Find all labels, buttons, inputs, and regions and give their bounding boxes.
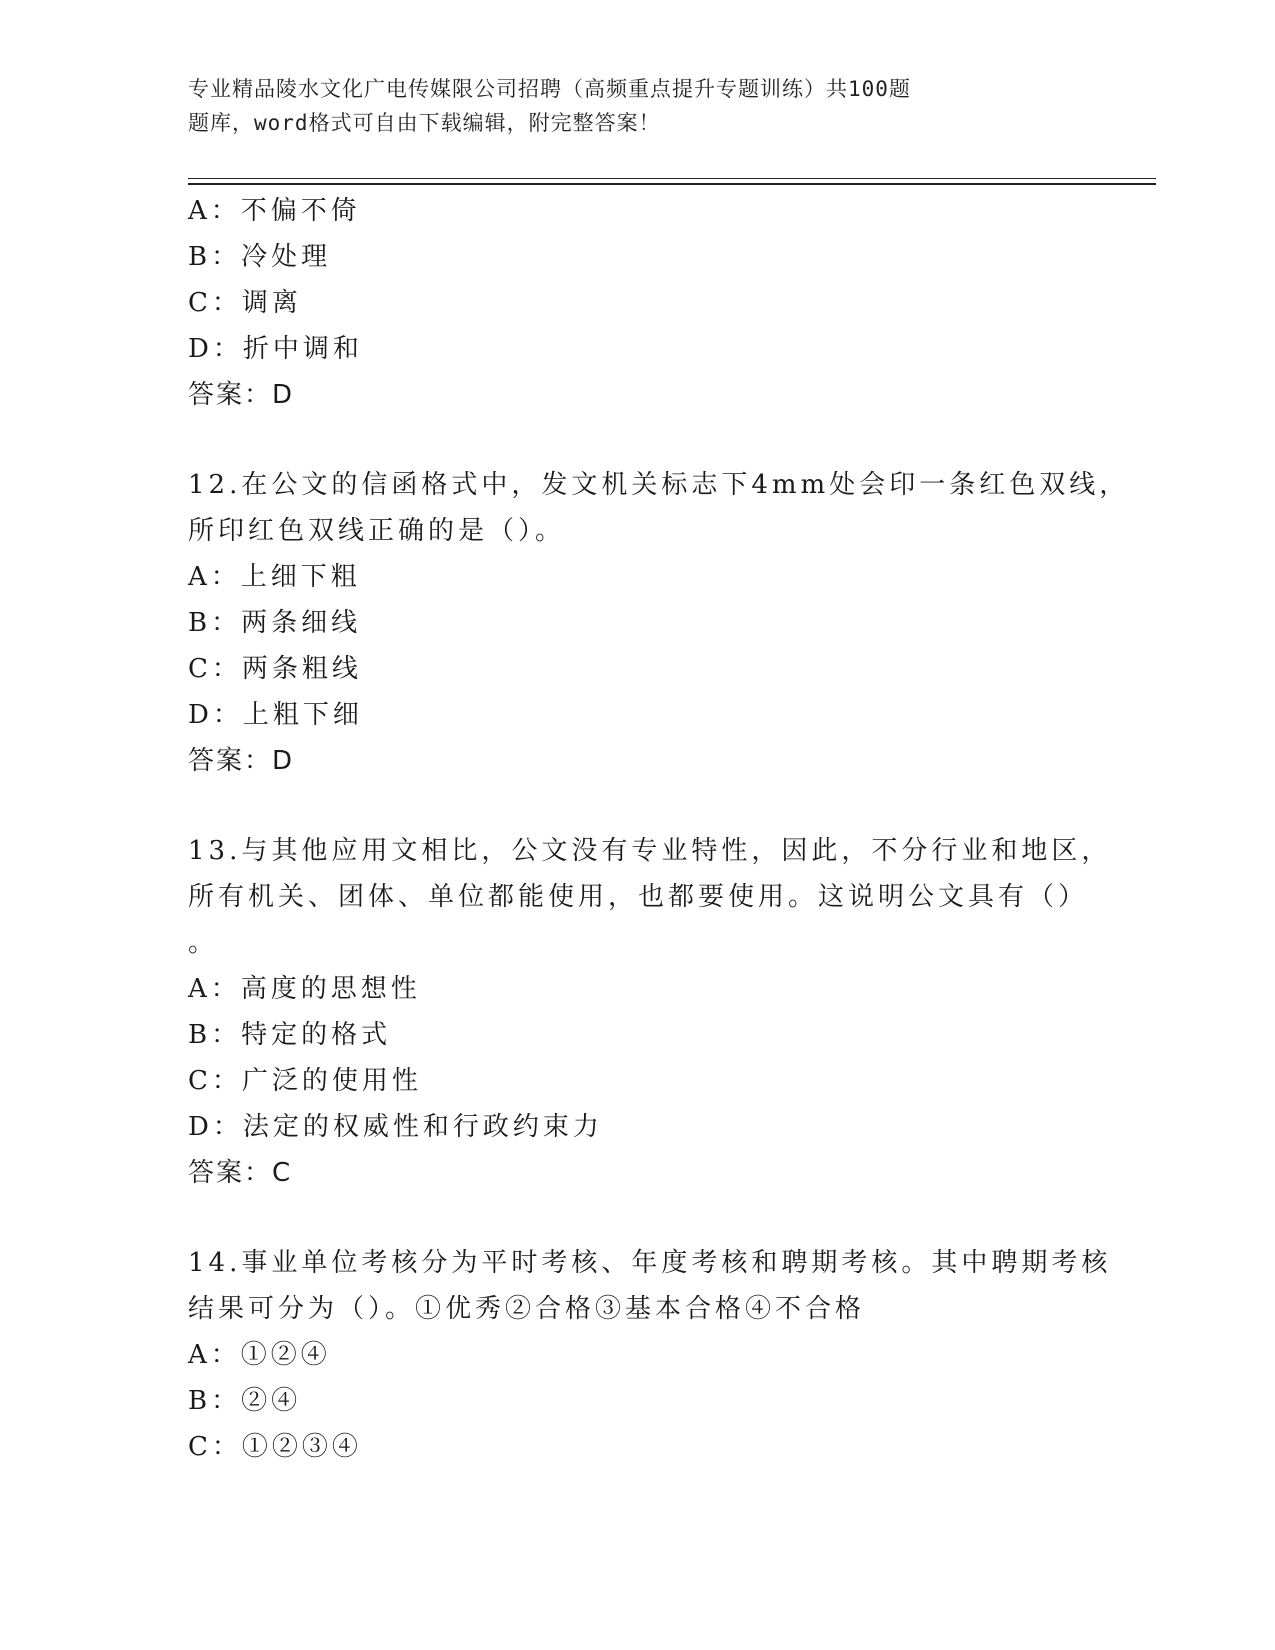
option-c: C：①②③④	[188, 1432, 362, 1462]
question-stem-line: 12.在公文的信函格式中，发文机关标志下4mm处会印一条红色双线，	[188, 470, 1130, 500]
question-12	[188, 462, 1130, 784]
question-13	[188, 828, 1112, 1196]
option-c: C：调离	[188, 288, 302, 318]
question-stem-line: 所印红色双线正确的是（）。	[188, 516, 566, 546]
option-d: D：法定的权威性和行政约束力	[188, 1112, 603, 1142]
question-stem-line: 。	[188, 928, 219, 958]
option-d: D：上粗下细	[188, 700, 363, 730]
option-c: C：广泛的使用性	[188, 1066, 422, 1096]
question-spacer	[188, 1196, 1088, 1240]
option-b: B：特定的格式	[188, 1020, 392, 1050]
option-b: B：两条细线	[188, 608, 362, 638]
question-spacer	[188, 784, 1088, 828]
question-spacer	[188, 418, 1088, 462]
option-a: A：①②④	[188, 1340, 331, 1370]
option-a: A：不偏不倚	[188, 196, 361, 226]
option-a: A：上细下粗	[188, 562, 361, 592]
option-b: B：冷处理	[188, 242, 332, 272]
option-c: C：两条粗线	[188, 654, 362, 684]
header-divider-thick	[188, 183, 1156, 185]
option-b: B：②④	[188, 1386, 302, 1416]
header-title-line-2: 题库，word格式可自由下载编辑，附完整答案！	[188, 111, 661, 135]
question-content	[188, 188, 1130, 1470]
answer-line: 答案：C	[188, 1158, 293, 1188]
question-stem-line: 14.事业单位考核分为平时考核、年度考核和聘期考核。其中聘期考核	[188, 1248, 1112, 1278]
answer-line: 答案：D	[188, 746, 295, 776]
option-d: D：折中调和	[188, 334, 363, 364]
question-14	[188, 1240, 1112, 1470]
header-divider-thin	[188, 178, 1156, 179]
document-header	[188, 72, 1048, 140]
question-stem-line: 13.与其他应用文相比，公文没有专业特性，因此，不分行业和地区，	[188, 836, 1112, 866]
header-title-line-1: 专业精品陵水文化广电传媒限公司招聘（高频重点提升专题训练）共100题	[188, 77, 911, 101]
question-stem-line: 结果可分为（）。①优秀②合格③基本合格④不合格	[188, 1294, 866, 1324]
option-a: A：高度的思想性	[188, 974, 421, 1004]
answer-line: 答案：D	[188, 380, 295, 410]
question-stem-line: 所有机关、团体、单位都能使用，也都要使用。这说明公文具有（）	[188, 882, 1089, 912]
question-11	[188, 188, 1088, 418]
